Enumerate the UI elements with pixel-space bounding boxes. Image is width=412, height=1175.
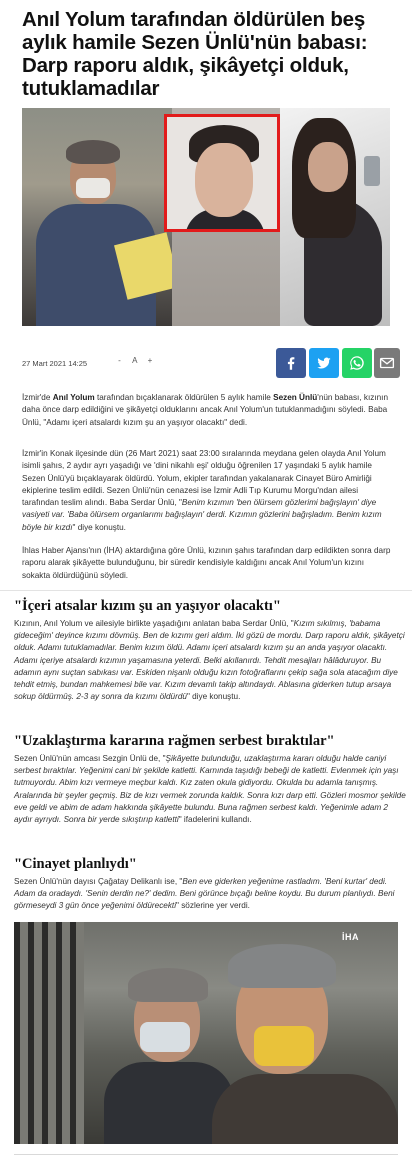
- facebook-share-button[interactable]: [276, 348, 306, 378]
- whatsapp-share-button[interactable]: [342, 348, 372, 378]
- section-1-text: Kızının, Anıl Yolum ve ailesiyle birlikte yaşadığını anlatan baba Serdar Ünlü, "Kızım sıkılmış, 'babama gideceğim' deyince kızımı dövmüş. Ben de kızımı geri aldım. İki gözü de mordu. Darp raporu aldık, şikâyetçi olduk. Adamı tutuklamadılar. Benim kızım öldü. Adamı içeri atsalardı kızım şu an anda yaşıyor olacaktı. Adamı içeriye atsalardı kızımın yaşamasına yeterdi. Belki akıllanırdı. Tehdit mesajları hâlâduruyor. Bu adamın aynı suçtan sabıkası var. Eskiden nişanlı olduğu kızın fotoğraflarını çekip sağa sola atacağım diye tehdit etmiş, bundan mahkemesi bile var. Kızım devamlı takip altındaydı. Ablasına giderken tutup arsaya sokup öldürmüş. 2-3 ay sonra da kızımı öldürdü" diye konuştu.: [14, 619, 405, 702]
- twitter-share-button[interactable]: [309, 348, 339, 378]
- font-increase-button[interactable]: +: [147, 356, 154, 365]
- section-2-text: Sezen Ünlü'nün amcası Sezgin Ünlü de, "Şikâyette bulunduğu, uzaklaştırma kararı olduğu halde caniyi serbest bıraktılar. Yeğenimi cani bir şekilde katletti. Karnında taşıdığı bebeği de katletti. Evlenmek için yaşı tutmuyordu. Abim kızı vermeye meçbur kaldı. Kız zaten okula gidiyordu. Okulda bu adamla tanışmış. Aralarında bir şeyler geçmiş. Biz de kızı vermek zorunda kaldık. Sonra kızı darp etti. Gözleri mosmor şekilde eve geldi ve abim de adam hakkında şikâyette bulundu. Buna rağmen serbest kaldı. Yeğenimle adam 2 aydır ayrıydı. Sonra bir yerde sıkıştırıp katletti" ifadelerini kullandı.: [14, 754, 406, 825]
- article-paragraph-2: İzmir'in Konak ilçesinde dün (26 Mart 2021) saat 23:00 sıralarında meydana gelen olayda Anıl Yolum isimli şahıs, 2 aydır ayrı yaşadığı ve 'dini nikahlı eşi' olduğu öğrenilen 17 yaşındaki 5 aylık hamile Sezen Ünlü'yü bıçaklayarak öldürdü. Yolum, ekipler tarafından yakalanarak Cinayet Büro Amirliği ekiplerine teslim edildi. Sezen Ünlü'nün cenazesi ise İzmir Adli Tıp Kurumu Morgu'ndan ailesi tarafından teslim alındı. Baba Serdar Ünlü, "Benim kızımın 'ben ölürsem gözlerimi bağışlayın' diye vasiyeti var. 'Baba ölürsem organlarımı bağışlayın' derdi. Kızımın gözlerini bağışladım. Benim kızım böyle bir kızdı" diye konuştu.: [22, 449, 386, 532]
- section-2-title: "Uzaklaştırma kararına rağmen serbest bıraktılar": [14, 733, 335, 749]
- suspect-inset-photo: [164, 114, 280, 232]
- article-headline: Anıl Yolum tarafından öldürülen beş aylık hamile Sezen Ünlü'nün babası: Darp raporu aldık, şikâyetçi olduk, tutuklamadılar: [22, 8, 368, 100]
- section-3-text: Sezen Ünlü'nün dayısı Çağatay Delikanlı ise, "Ben eve giderken yeğenime rastladım. 'Beni kurtar' dedi. Adam da oradaydı. 'Senin derdin ne?' dedim. Beni görünce bıçağı beline koydu. Bu durum planlıydı. Beni görmeseydi 3 gün önce yeğenimi öldürecekti" sözlerine yer verdi.: [14, 877, 395, 911]
- article-meta-bar: [22, 348, 392, 380]
- article-paragraph-3: İhlas Haber Ajansı'nın (İHA) aktardığına göre Ünlü, kızının şahıs tarafından darp edildikten sonra darp raporu alarak şikâyette bulunduğunu, bir süredir kendisiyle kaldığını ancak Anıl Yolum'un kızını sokakta öldürdüğünü söyledi.: [22, 546, 391, 580]
- publish-date: 27 Mart 2021 14:25: [22, 359, 88, 368]
- whatsapp-icon: [348, 354, 366, 372]
- font-size-label: A: [132, 356, 139, 365]
- facebook-icon: [282, 354, 300, 372]
- section-divider: [0, 590, 412, 591]
- twitter-icon: [315, 354, 333, 372]
- article-paragraph-1: İzmir'de Anıl Yolum tarafından bıçaklanarak öldürülen 5 aylık hamile Sezen Ünlü'nün babası, kızının daha önce darp edildiğini ve şikâyetçi olduklarını ancak Anıl Yolum'un tutuklanmadığını söyledi. Baba Ünlü, "Adamı içeri atsalardı kızım şu an yaşıyor olacaktı" dedi.: [22, 393, 388, 427]
- font-size-control: [114, 356, 156, 365]
- victim-photo: [280, 108, 390, 326]
- mail-share-button[interactable]: [374, 348, 400, 378]
- agency-watermark: İHA: [342, 932, 359, 942]
- bottom-divider: [14, 1154, 398, 1155]
- mail-icon: [378, 354, 396, 372]
- relatives-photo: [14, 922, 398, 1144]
- hero-image: [22, 108, 390, 326]
- section-1-title: "İçeri atsalar kızım şu an yaşıyor olacaktı": [14, 598, 281, 614]
- father-photo: [22, 108, 172, 326]
- section-3-title: "Cinayet planlıydı": [14, 856, 137, 872]
- font-decrease-button[interactable]: -: [118, 356, 122, 365]
